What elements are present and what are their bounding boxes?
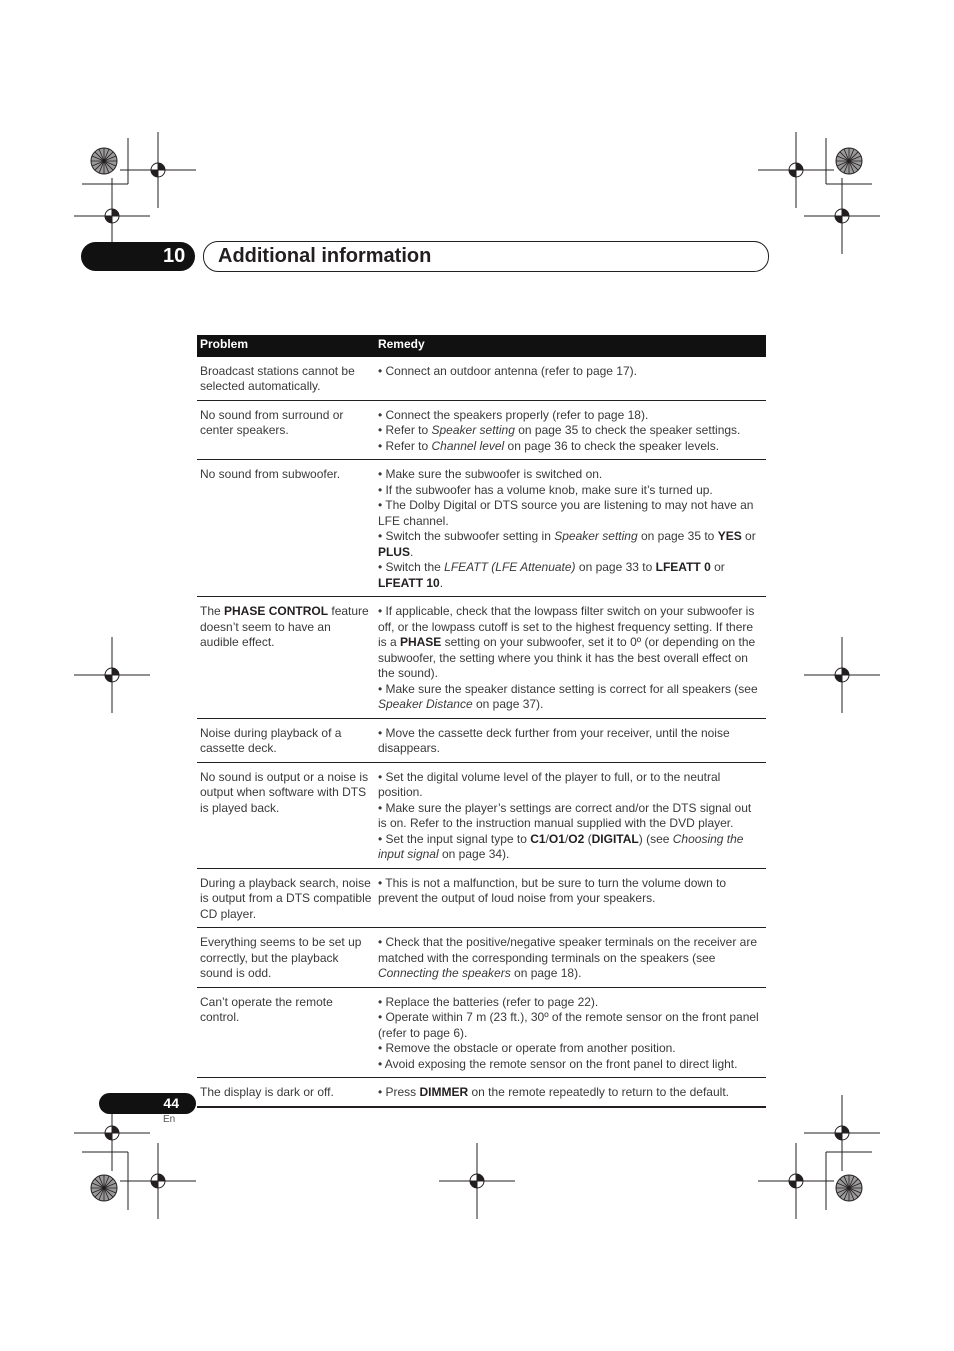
column-header-remedy: Remedy: [375, 335, 766, 357]
troubleshooting-table: [197, 335, 766, 1108]
remedy-cell: [375, 762, 766, 868]
problem-cell: [197, 400, 375, 460]
text-run: • If applicable, check that the lowpass filter switch on your subwoofer is off, or the lowpass cutoff is set to the highest frequency setting. If there is a: [377, 604, 755, 649]
table-row: [197, 868, 766, 928]
italic-reference: Speaker setting: [431, 423, 515, 437]
text-run: No sound from subwoofer.: [200, 467, 341, 481]
text-run: • Switch the subwoofer setting in: [377, 529, 555, 543]
bold-term: LFEATT 0: [655, 560, 711, 574]
text-run: or: [741, 529, 756, 543]
text-run: • Remove the obstacle or operate from another position.: [377, 1041, 676, 1055]
problem-cell: [197, 762, 375, 868]
problem-cell: [197, 460, 375, 597]
remedy-item: [378, 467, 763, 483]
text-run: • Make sure the player’s settings are correct and/or the DTS signal out is on. Refer to the instruction manual supplied with the DVD player.: [377, 800, 752, 830]
table-body: [197, 357, 766, 1107]
remedy-item: [378, 832, 763, 863]
remedy-item: [378, 364, 763, 380]
remedy-cell: [375, 718, 766, 762]
remedy-item: [378, 604, 763, 682]
remedy-item: [378, 408, 763, 424]
text-run: Everything seems to be set up correctly, but the playback sound is odd.: [200, 935, 362, 980]
remedy-item: [378, 682, 763, 713]
bold-term: LFEATT 10: [377, 575, 440, 590]
table-row: [197, 597, 766, 719]
italic-reference: Choosing the input signal: [377, 831, 744, 861]
bold-term: O2: [568, 831, 585, 846]
text-run: • Refer to: [377, 438, 432, 453]
remedy-item: [378, 1057, 763, 1073]
text-run: During a playback search, noise is output from a DTS compatible CD player.: [200, 875, 372, 921]
text-run: The: [200, 604, 225, 618]
text-run: • Press: [377, 1085, 420, 1099]
text-run: • Connect an outdoor antenna (refer to page 17).: [377, 363, 637, 378]
text-run: feature doesn’t seem to have an audible effect.: [200, 604, 369, 649]
text-run: • Check that the positive/negative speaker terminals on the receiver are matched with the corresponding terminals on the speakers (see: [377, 935, 758, 965]
problem-cell: [197, 928, 375, 988]
problem-cell: [197, 987, 375, 1078]
remedy-item: [378, 876, 763, 907]
text-run: • Switch the: [377, 560, 445, 574]
table-row: [197, 987, 766, 1078]
table-row: [197, 762, 766, 868]
problem-cell: [197, 718, 375, 762]
remedy-item: [378, 439, 763, 455]
text-run: Broadcast stations cannot be selected automatically.: [200, 363, 355, 393]
text-run: • This is not a malfunction, but be sure to turn the volume down to prevent the output of loud noise from your speakers.: [377, 875, 727, 905]
text-run: on page 35 to check the speaker settings.: [514, 423, 741, 437]
text-run: • Avoid exposing the remote sensor on the front panel to direct light.: [377, 1056, 738, 1071]
text-run: • Operate within 7 m (23 ft.), 30º of the remote sensor on the front panel (refer to page 6).: [377, 1010, 759, 1040]
text-run: No sound is output or a noise is output when software with DTS is played back.: [200, 769, 369, 815]
italic-reference: Channel level: [431, 438, 505, 453]
text-run: (: [584, 831, 592, 846]
table-row: [197, 400, 766, 460]
table-row: [197, 928, 766, 988]
text-run: on page 35 to: [637, 529, 718, 543]
remedy-item: [378, 726, 763, 757]
remedy-item: [378, 1085, 763, 1101]
text-run: The display is dark or off.: [200, 1085, 334, 1099]
remedy-cell: [375, 460, 766, 597]
problem-cell: [197, 1078, 375, 1107]
chapter-number: 10: [81, 242, 195, 271]
remedy-cell: [375, 357, 766, 401]
problem-cell: [197, 868, 375, 928]
text-run: ) (see: [638, 831, 673, 846]
text-run: on page 18).: [510, 966, 582, 980]
problem-cell: [197, 597, 375, 719]
italic-reference: Speaker setting: [554, 529, 638, 543]
table-row: [197, 357, 766, 401]
text-run: • Move the cassette deck further from your receiver, until the noise disappears.: [377, 725, 730, 755]
remedy-cell: [375, 1078, 766, 1107]
text-run: • Refer to: [377, 423, 432, 437]
text-run: Can’t operate the remote control.: [200, 994, 333, 1024]
text-run: No sound from surround or center speakers.: [200, 407, 344, 437]
remedy-item: [378, 498, 763, 529]
problem-cell: [197, 357, 375, 401]
text-run: setting on your subwoofer, set it to 0º (or depending on the subwoofer, the setting where you think it has the best overall effect on the sound).: [377, 635, 756, 680]
text-run: • Set the input signal type to: [377, 831, 531, 846]
text-run: on page 37).: [472, 697, 544, 711]
remedy-item: [378, 423, 763, 439]
text-run: • Replace the batteries (refer to page 22).: [377, 994, 599, 1009]
bold-term: DIGITAL: [591, 831, 639, 846]
language-code: En: [163, 1114, 176, 1125]
remedy-cell: [375, 597, 766, 719]
italic-reference: Speaker Distance: [377, 697, 473, 711]
text-run: /: [545, 831, 549, 846]
chapter-header: [81, 241, 769, 272]
remedy-item: [378, 995, 763, 1011]
table-row: [197, 718, 766, 762]
remedy-cell: [375, 400, 766, 460]
bold-term: YES: [717, 529, 742, 543]
text-run: on the remote repeatedly to return to the default.: [468, 1085, 729, 1099]
text-run: .: [409, 544, 414, 559]
remedy-item: [378, 529, 763, 560]
bold-term: PHASE: [399, 635, 442, 649]
bold-term: C1: [530, 831, 546, 846]
text-run: • Make sure the speaker distance setting is correct for all speakers (see: [377, 681, 758, 696]
remedy-item: [378, 935, 763, 982]
bold-term: O1: [548, 831, 565, 846]
text-run: /: [564, 831, 569, 846]
text-run: on page 34).: [438, 847, 510, 861]
remedy-item: [378, 483, 763, 499]
italic-reference: Connecting the speakers: [377, 966, 511, 980]
text-run: • If the subwoofer has a volume knob, make sure it’s turned up.: [377, 482, 713, 497]
remedy-cell: [375, 987, 766, 1078]
text-run: • The Dolby Digital or DTS source you are listening to may not have an LFE channel.: [377, 498, 754, 528]
remedy-item: [378, 1010, 763, 1041]
italic-reference: LFEATT (LFE Attenuate): [444, 560, 576, 574]
table-row: [197, 1078, 766, 1107]
remedy-cell: [375, 868, 766, 928]
table-header-row: [197, 335, 766, 357]
remedy-item: [378, 560, 763, 591]
bold-term: PLUS: [377, 544, 410, 559]
text-run: Noise during playback of a cassette deck.: [200, 725, 342, 755]
remedy-item: [378, 1041, 763, 1057]
page-title: Additional information: [203, 241, 769, 272]
column-header-problem: Problem: [197, 335, 375, 357]
text-run: • Connect the speakers properly (refer to page 18).: [377, 407, 649, 422]
text-run: on page 33 to: [575, 560, 656, 574]
remedy-cell: [375, 928, 766, 988]
text-run: .: [439, 575, 444, 590]
page-number: 44: [99, 1093, 196, 1114]
remedy-item: [378, 801, 763, 832]
bold-term: PHASE CONTROL: [224, 604, 329, 618]
bold-term: DIMMER: [419, 1085, 469, 1099]
remedy-item: [378, 770, 763, 801]
text-run: • Set the digital volume level of the player to full, or to the neutral position.: [377, 769, 721, 799]
text-run: • Make sure the subwoofer is switched on.: [377, 467, 603, 481]
table-row: [197, 460, 766, 597]
text-run: or: [710, 560, 725, 574]
text-run: on page 36 to check the speaker levels.: [504, 438, 720, 453]
